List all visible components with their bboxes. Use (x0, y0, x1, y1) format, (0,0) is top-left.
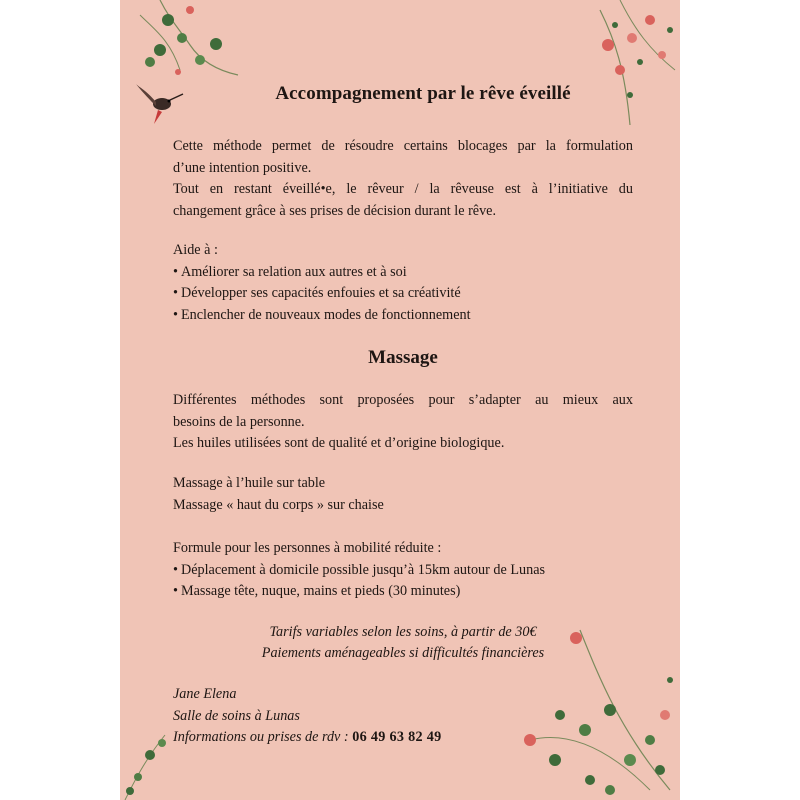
contact-name: Jane Elena (173, 686, 237, 702)
massage-description (173, 390, 633, 455)
ivy-vine-top-left-decoration (120, 0, 240, 90)
pricing-line: Paiements aménageables si difficultés financières (261, 645, 545, 661)
contact-info (173, 727, 442, 749)
section-title-massage: Massage (368, 347, 438, 368)
pricing-info (173, 622, 633, 664)
list-item: • Développer ses capacités enfouies et sa créativité (173, 283, 633, 305)
massage-type: Massage « haut du corps » sur chaise (173, 496, 384, 513)
description-line: Les huiles utilisées sont de qualité et d’origine biologique. (173, 435, 505, 451)
leaf-sprig-bottom-left-decoration (120, 725, 180, 800)
flower-vine-top-right-decoration (580, 0, 680, 130)
aide-list (173, 240, 633, 326)
contact-block (173, 684, 442, 749)
description-line: Tout en restant éveillé•e, le rêveur / la rêveuse est à l’initiative du (173, 181, 633, 197)
contact-place: Salle de soins à Lunas (173, 707, 300, 724)
description-line: d’une intention positive. (173, 159, 312, 176)
mobility-label: Formule pour les personnes à mobilité réduite : (173, 540, 442, 556)
list-item: • Déplacement à domicile possible jusqu’à 15km autour de Lunas (173, 560, 633, 582)
section-title-reve-eveille: Accompagnement par le rêve éveillé (275, 83, 571, 104)
aide-label: Aide à : (173, 242, 218, 258)
phone-number: 06 49 63 82 49 (352, 729, 442, 745)
description-line: Différentes méthodes sont proposées pour s’adapter au mieux aux (173, 392, 633, 408)
contact-info-label: Informations ou prises de rdv : (173, 729, 349, 745)
mobility-list (173, 538, 633, 603)
flyer-page (120, 0, 680, 800)
list-item: • Améliorer sa relation aux autres et à soi (173, 262, 633, 284)
list-item: • Enclencher de nouveaux modes de fonctionnement (173, 305, 633, 327)
pricing-line: Tarifs variables selon les soins, à partir de 30€ (269, 624, 537, 640)
description-line: changement grâce à ses prises de décision durant le rêve. (173, 202, 497, 219)
list-item: • Massage tête, nuque, mains et pieds (30 minutes) (173, 581, 633, 603)
massage-type: Massage à l’huile sur table (173, 475, 326, 491)
description-line: Cette méthode permet de résoudre certains blocages par la formulation (173, 138, 633, 154)
massage-types (173, 473, 633, 516)
description-line: besoins de la personne. (173, 413, 305, 430)
reve-eveille-description (173, 136, 633, 222)
